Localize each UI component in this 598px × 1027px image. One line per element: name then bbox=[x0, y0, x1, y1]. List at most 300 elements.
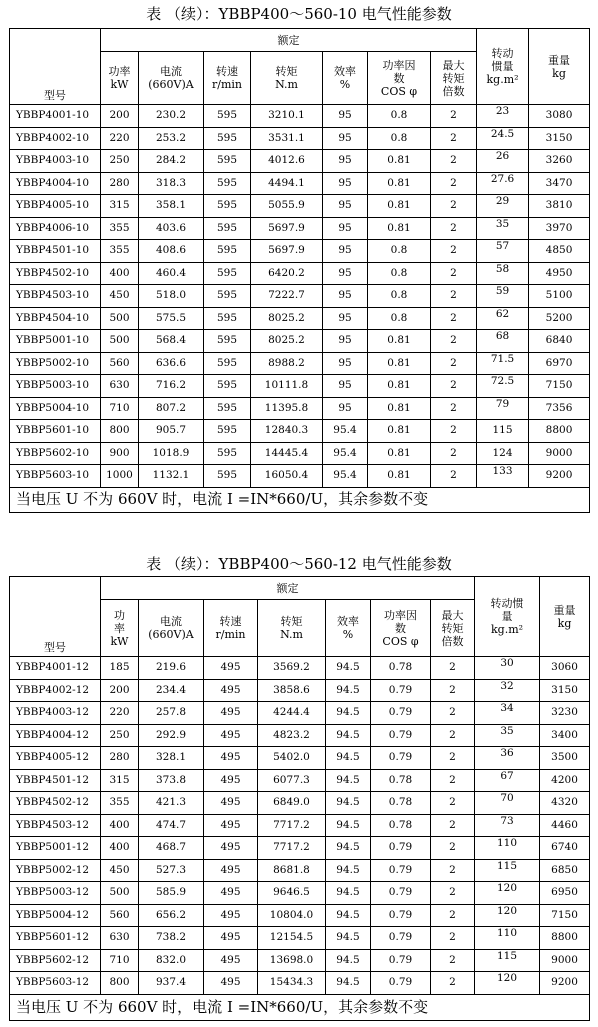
power-cell: 250 bbox=[101, 724, 139, 747]
power-factor-cell: 0.81 bbox=[368, 397, 431, 420]
max-torque-cell: 2 bbox=[431, 882, 475, 905]
efficiency-cell: 95 bbox=[323, 150, 368, 173]
torque-cell: 7717.2 bbox=[258, 837, 326, 860]
efficiency-cell: 94.5 bbox=[326, 882, 371, 905]
header-weight-text: 重量 kg bbox=[548, 53, 571, 80]
power-cell: 800 bbox=[101, 420, 139, 443]
max-torque-cell: 2 bbox=[431, 465, 477, 488]
current-cell: 373.8 bbox=[139, 769, 204, 792]
speed-cell: 595 bbox=[204, 127, 251, 150]
power-cell: 630 bbox=[101, 375, 139, 398]
weight-cell: 6970 bbox=[529, 352, 590, 375]
power-factor-cell: 0.8 bbox=[368, 262, 431, 285]
current-cell: 568.4 bbox=[139, 330, 204, 353]
inertia-cell bbox=[477, 240, 529, 263]
header-torque-text: 转矩 N.m bbox=[280, 615, 303, 641]
model-cell: YBBP4502-12 bbox=[10, 792, 101, 815]
inertia-cell bbox=[475, 724, 540, 747]
weight-cell: 6950 bbox=[540, 882, 590, 905]
weight-cell: 3150 bbox=[529, 127, 590, 150]
weight-cell: 6850 bbox=[540, 859, 590, 882]
weight-cell: 4200 bbox=[540, 769, 590, 792]
table-row bbox=[10, 882, 590, 905]
power-factor-cell: 0.8 bbox=[368, 127, 431, 150]
header-rated-group: 额定 bbox=[101, 29, 477, 52]
speed-cell: 595 bbox=[204, 105, 251, 128]
model-cell: YBBP4503-12 bbox=[10, 814, 101, 837]
weight-cell: 3970 bbox=[529, 217, 590, 240]
torque-cell: 12154.5 bbox=[258, 927, 326, 950]
efficiency-cell: 95.4 bbox=[323, 420, 368, 443]
speed-cell: 495 bbox=[204, 859, 258, 882]
efficiency-cell: 94.5 bbox=[326, 837, 371, 860]
power-factor-cell: 0.78 bbox=[371, 657, 431, 680]
current-cell: 230.2 bbox=[139, 105, 204, 128]
efficiency-cell: 95.4 bbox=[323, 465, 368, 488]
inertia-cell: 124 bbox=[477, 442, 529, 465]
current-cell: 575.5 bbox=[139, 307, 204, 330]
weight-cell: 8800 bbox=[540, 927, 590, 950]
weight-cell: 5200 bbox=[529, 307, 590, 330]
model-cell: YBBP4501-10 bbox=[10, 240, 101, 263]
weight-cell: 3810 bbox=[529, 195, 590, 218]
inertia-cell bbox=[475, 927, 540, 950]
efficiency-cell: 94.5 bbox=[326, 769, 371, 792]
table-row bbox=[10, 150, 590, 173]
model-cell: YBBP5003-12 bbox=[10, 882, 101, 905]
speed-cell: 595 bbox=[204, 465, 251, 488]
torque-cell: 3858.6 bbox=[258, 679, 326, 702]
table-row bbox=[10, 105, 590, 128]
torque-cell: 7717.2 bbox=[258, 814, 326, 837]
table-row bbox=[10, 972, 590, 995]
max-torque-cell: 2 bbox=[431, 442, 477, 465]
efficiency-cell: 95 bbox=[323, 172, 368, 195]
torque-cell: 8025.2 bbox=[251, 330, 323, 353]
max-torque-cell: 2 bbox=[431, 105, 477, 128]
header-max-torque-text: 最大 转矩 倍数 bbox=[441, 608, 464, 648]
model-cell: YBBP4003-12 bbox=[10, 702, 101, 725]
speed-cell: 595 bbox=[204, 397, 251, 420]
table-1-title: 表 （续）：YBBP400～560-10 电气性能参数 bbox=[146, 5, 452, 23]
efficiency-cell: 94.5 bbox=[326, 904, 371, 927]
current-cell: 636.6 bbox=[139, 352, 204, 375]
max-torque-cell: 2 bbox=[431, 927, 475, 950]
speed-cell: 595 bbox=[204, 375, 251, 398]
max-torque-cell: 2 bbox=[431, 814, 475, 837]
current-cell: 527.3 bbox=[139, 859, 204, 882]
max-torque-cell: 2 bbox=[431, 307, 477, 330]
header-weight-text: 重量 kg bbox=[553, 603, 576, 630]
table-row bbox=[10, 217, 590, 240]
efficiency-cell: 94.5 bbox=[326, 949, 371, 972]
speed-cell: 495 bbox=[204, 769, 258, 792]
torque-cell: 6077.3 bbox=[258, 769, 326, 792]
model-cell: YBBP5001-12 bbox=[10, 837, 101, 860]
speed-cell: 495 bbox=[204, 814, 258, 837]
header-power bbox=[101, 52, 139, 105]
power-factor-cell: 0.79 bbox=[371, 972, 431, 995]
power-cell: 500 bbox=[101, 307, 139, 330]
inertia-value: 67 bbox=[500, 769, 514, 782]
inertia-value: 59 bbox=[495, 285, 510, 298]
inertia-cell bbox=[477, 285, 529, 308]
inertia-cell bbox=[475, 769, 540, 792]
speed-cell: 595 bbox=[204, 217, 251, 240]
inertia-cell bbox=[477, 397, 529, 420]
speed-cell: 495 bbox=[204, 882, 258, 905]
power-factor-cell: 0.8 bbox=[368, 105, 431, 128]
power-factor-cell: 0.81 bbox=[368, 172, 431, 195]
inertia-cell bbox=[477, 195, 529, 218]
torque-cell: 6849.0 bbox=[258, 792, 326, 815]
max-torque-cell: 2 bbox=[431, 702, 475, 725]
efficiency-cell: 94.5 bbox=[326, 702, 371, 725]
model-cell: YBBP5002-12 bbox=[10, 859, 101, 882]
model-cell: YBBP5002-10 bbox=[10, 352, 101, 375]
speed-cell: 595 bbox=[204, 442, 251, 465]
inertia-value: 57 bbox=[495, 240, 510, 253]
efficiency-cell: 95 bbox=[323, 352, 368, 375]
efficiency-cell: 94.5 bbox=[326, 679, 371, 702]
inertia-cell bbox=[475, 792, 540, 815]
power-cell: 560 bbox=[101, 904, 139, 927]
current-cell: 832.0 bbox=[139, 949, 204, 972]
header-power-text: 功率 kW bbox=[108, 65, 131, 91]
max-torque-cell: 2 bbox=[431, 352, 477, 375]
table-row bbox=[10, 657, 590, 680]
inertia-cell bbox=[475, 859, 540, 882]
max-torque-cell: 2 bbox=[431, 747, 475, 770]
power-cell: 280 bbox=[101, 172, 139, 195]
speed-cell: 495 bbox=[204, 657, 258, 680]
model-cell: YBBP4501-12 bbox=[10, 769, 101, 792]
table-row bbox=[10, 375, 590, 398]
efficiency-cell: 95 bbox=[323, 285, 368, 308]
inertia-value: 115 bbox=[497, 949, 518, 962]
efficiency-cell: 95 bbox=[323, 307, 368, 330]
torque-cell: 10111.8 bbox=[251, 375, 323, 398]
weight-cell: 4850 bbox=[529, 240, 590, 263]
max-torque-cell: 2 bbox=[431, 657, 475, 680]
torque-cell: 4494.1 bbox=[251, 172, 323, 195]
power-factor-cell: 0.81 bbox=[368, 465, 431, 488]
speed-cell: 495 bbox=[204, 927, 258, 950]
power-factor-cell: 0.78 bbox=[371, 769, 431, 792]
power-cell: 400 bbox=[101, 262, 139, 285]
table-row bbox=[10, 195, 590, 218]
max-torque-cell: 2 bbox=[431, 195, 477, 218]
efficiency-cell: 94.5 bbox=[326, 859, 371, 882]
inertia-value: 70 bbox=[500, 792, 514, 805]
torque-cell: 7222.7 bbox=[251, 285, 323, 308]
current-cell: 474.7 bbox=[139, 814, 204, 837]
weight-cell: 6740 bbox=[540, 837, 590, 860]
max-torque-cell: 2 bbox=[431, 127, 477, 150]
inertia-value: 36 bbox=[500, 747, 514, 760]
table-row bbox=[10, 127, 590, 150]
speed-cell: 495 bbox=[204, 702, 258, 725]
weight-cell: 9000 bbox=[529, 442, 590, 465]
current-cell: 328.1 bbox=[139, 747, 204, 770]
efficiency-cell: 95 bbox=[323, 217, 368, 240]
model-cell: YBBP4001-12 bbox=[10, 657, 101, 680]
power-factor-cell: 0.79 bbox=[371, 702, 431, 725]
speed-cell: 595 bbox=[204, 352, 251, 375]
inertia-cell bbox=[475, 702, 540, 725]
table-row bbox=[10, 904, 590, 927]
model-cell: YBBP4503-10 bbox=[10, 285, 101, 308]
inertia-value: 68 bbox=[495, 330, 510, 343]
current-cell: 1018.9 bbox=[139, 442, 204, 465]
current-cell: 284.2 bbox=[139, 150, 204, 173]
header-efficiency-text: 效率 % bbox=[334, 65, 356, 91]
model-cell: YBBP5602-12 bbox=[10, 949, 101, 972]
inertia-value: 120 bbox=[497, 882, 518, 895]
current-cell: 738.2 bbox=[139, 927, 204, 950]
power-cell: 220 bbox=[101, 127, 139, 150]
header-current bbox=[139, 52, 204, 105]
inertia-value: 110 bbox=[497, 837, 518, 850]
model-cell: YBBP4005-10 bbox=[10, 195, 101, 218]
weight-cell: 4320 bbox=[540, 792, 590, 815]
power-cell: 400 bbox=[101, 814, 139, 837]
inertia-cell bbox=[477, 262, 529, 285]
max-torque-cell: 2 bbox=[431, 949, 475, 972]
weight-cell: 3260 bbox=[529, 150, 590, 173]
power-cell: 185 bbox=[101, 657, 139, 680]
max-torque-cell: 2 bbox=[431, 724, 475, 747]
power-factor-cell: 0.81 bbox=[368, 352, 431, 375]
current-cell: 403.6 bbox=[139, 217, 204, 240]
max-torque-cell: 2 bbox=[431, 420, 477, 443]
speed-cell: 495 bbox=[204, 792, 258, 815]
header-efficiency bbox=[326, 600, 371, 657]
inertia-value: 133 bbox=[492, 465, 513, 478]
weight-cell: 6840 bbox=[529, 330, 590, 353]
efficiency-cell: 95 bbox=[323, 262, 368, 285]
power-factor-cell: 0.79 bbox=[371, 882, 431, 905]
power-cell: 710 bbox=[101, 949, 139, 972]
power-cell: 710 bbox=[101, 397, 139, 420]
torque-cell: 3210.1 bbox=[251, 105, 323, 128]
table-row bbox=[10, 442, 590, 465]
header-inertia bbox=[477, 29, 529, 105]
power-factor-cell: 0.79 bbox=[371, 679, 431, 702]
efficiency-cell: 95.4 bbox=[323, 442, 368, 465]
weight-cell: 8800 bbox=[529, 420, 590, 443]
performance-table-12-pole bbox=[9, 576, 590, 1021]
speed-cell: 595 bbox=[204, 195, 251, 218]
weight-cell: 3060 bbox=[540, 657, 590, 680]
efficiency-cell: 94.5 bbox=[326, 747, 371, 770]
table-row bbox=[10, 172, 590, 195]
inertia-cell bbox=[475, 657, 540, 680]
efficiency-cell: 95 bbox=[323, 195, 368, 218]
torque-cell: 10804.0 bbox=[258, 904, 326, 927]
inertia-value: 72.5 bbox=[490, 375, 515, 388]
current-cell: 807.2 bbox=[139, 397, 204, 420]
table-row bbox=[10, 927, 590, 950]
inertia-cell bbox=[477, 105, 529, 128]
torque-cell: 5055.9 bbox=[251, 195, 323, 218]
current-cell: 358.1 bbox=[139, 195, 204, 218]
torque-cell: 9646.5 bbox=[258, 882, 326, 905]
power-factor-cell: 0.78 bbox=[371, 792, 431, 815]
inertia-cell bbox=[477, 150, 529, 173]
inertia-cell bbox=[475, 814, 540, 837]
table-row bbox=[10, 769, 590, 792]
power-factor-cell: 0.81 bbox=[368, 330, 431, 353]
model-cell: YBBP4005-12 bbox=[10, 747, 101, 770]
inertia-cell bbox=[477, 465, 529, 488]
power-factor-cell: 0.81 bbox=[368, 217, 431, 240]
max-torque-cell: 2 bbox=[431, 972, 475, 995]
header-inertia-text: 转动 惯量 kg.m² bbox=[486, 47, 519, 86]
torque-cell: 3569.2 bbox=[258, 657, 326, 680]
max-torque-cell: 2 bbox=[431, 859, 475, 882]
header-power-factor bbox=[368, 52, 431, 105]
efficiency-cell: 94.5 bbox=[326, 657, 371, 680]
model-cell: YBBP5004-12 bbox=[10, 904, 101, 927]
inertia-value: 29 bbox=[495, 195, 510, 208]
inertia-value: 120 bbox=[497, 904, 518, 917]
power-factor-cell: 0.79 bbox=[371, 747, 431, 770]
header-power-factor-text: 功率因 数 COS φ bbox=[380, 58, 418, 98]
weight-cell: 4950 bbox=[529, 262, 590, 285]
speed-cell: 595 bbox=[204, 240, 251, 263]
model-cell: YBBP4006-10 bbox=[10, 217, 101, 240]
torque-cell: 4823.2 bbox=[258, 724, 326, 747]
power-factor-cell: 0.81 bbox=[368, 420, 431, 443]
inertia-cell bbox=[477, 330, 529, 353]
table-row bbox=[10, 837, 590, 860]
model-cell: YBBP5601-12 bbox=[10, 927, 101, 950]
inertia-value: 23 bbox=[495, 105, 510, 118]
current-cell: 408.6 bbox=[139, 240, 204, 263]
inertia-value: 30 bbox=[500, 657, 514, 670]
speed-cell: 595 bbox=[204, 330, 251, 353]
max-torque-cell: 2 bbox=[431, 330, 477, 353]
table-row bbox=[10, 465, 590, 488]
max-torque-cell: 2 bbox=[431, 262, 477, 285]
model-cell: YBBP5601-10 bbox=[10, 420, 101, 443]
power-cell: 400 bbox=[101, 837, 139, 860]
weight-cell: 3400 bbox=[540, 724, 590, 747]
power-cell: 800 bbox=[101, 972, 139, 995]
table-row bbox=[10, 330, 590, 353]
header-weight bbox=[529, 29, 590, 105]
performance-table-10-pole bbox=[9, 28, 590, 513]
speed-cell: 595 bbox=[204, 150, 251, 173]
speed-cell: 595 bbox=[204, 285, 251, 308]
speed-cell: 595 bbox=[204, 262, 251, 285]
header-speed-text: 转速 r/min bbox=[215, 615, 246, 641]
weight-cell: 3230 bbox=[540, 702, 590, 725]
torque-cell: 4244.4 bbox=[258, 702, 326, 725]
max-torque-cell: 2 bbox=[431, 397, 477, 420]
power-cell: 315 bbox=[101, 195, 139, 218]
power-cell: 450 bbox=[101, 859, 139, 882]
header-torque-text: 转矩 N.m bbox=[275, 65, 298, 91]
weight-cell: 9200 bbox=[529, 465, 590, 488]
model-cell: YBBP5003-10 bbox=[10, 375, 101, 398]
header-inertia bbox=[475, 577, 540, 657]
max-torque-cell: 2 bbox=[431, 172, 477, 195]
power-factor-cell: 0.78 bbox=[371, 814, 431, 837]
inertia-value: 27.6 bbox=[490, 172, 515, 185]
efficiency-cell: 95 bbox=[323, 375, 368, 398]
table-row bbox=[10, 679, 590, 702]
inertia-cell bbox=[475, 904, 540, 927]
current-cell: 937.4 bbox=[139, 972, 204, 995]
power-factor-cell: 0.8 bbox=[368, 240, 431, 263]
table-row bbox=[10, 240, 590, 263]
header-rated-group: 额定 bbox=[101, 577, 475, 600]
speed-cell: 495 bbox=[204, 904, 258, 927]
header-max-torque bbox=[431, 52, 477, 105]
torque-cell: 14445.4 bbox=[251, 442, 323, 465]
efficiency-cell: 95 bbox=[323, 127, 368, 150]
power-factor-cell: 0.81 bbox=[368, 375, 431, 398]
current-cell: 1132.1 bbox=[139, 465, 204, 488]
torque-cell: 3531.1 bbox=[251, 127, 323, 150]
power-cell: 280 bbox=[101, 747, 139, 770]
speed-cell: 495 bbox=[204, 972, 258, 995]
max-torque-cell: 2 bbox=[431, 679, 475, 702]
header-speed bbox=[204, 52, 251, 105]
torque-cell: 15434.3 bbox=[258, 972, 326, 995]
power-cell: 355 bbox=[101, 240, 139, 263]
efficiency-cell: 94.5 bbox=[326, 814, 371, 837]
inertia-value: 120 bbox=[497, 972, 518, 985]
table-row bbox=[10, 285, 590, 308]
speed-cell: 595 bbox=[204, 307, 251, 330]
power-cell: 500 bbox=[101, 330, 139, 353]
header-model: 型号 bbox=[10, 29, 101, 105]
inertia-value: 115 bbox=[497, 859, 518, 872]
header-model: 型号 bbox=[10, 577, 101, 657]
power-factor-cell: 0.79 bbox=[371, 724, 431, 747]
speed-cell: 495 bbox=[204, 949, 258, 972]
header-current-text: 电流 (660V)A bbox=[148, 65, 194, 91]
table-row bbox=[10, 792, 590, 815]
current-cell: 253.2 bbox=[139, 127, 204, 150]
max-torque-cell: 2 bbox=[431, 769, 475, 792]
current-cell: 318.3 bbox=[139, 172, 204, 195]
power-cell: 250 bbox=[101, 150, 139, 173]
torque-cell: 4012.6 bbox=[251, 150, 323, 173]
inertia-value: 32 bbox=[500, 679, 514, 692]
weight-cell: 7356 bbox=[529, 397, 590, 420]
table-2-note: 当电压 U 不为 660V 时，电流 I =IN*660/U，其余参数不变 bbox=[10, 994, 590, 1020]
max-torque-cell: 2 bbox=[431, 375, 477, 398]
inertia-value: 58 bbox=[495, 262, 510, 275]
power-factor-cell: 0.8 bbox=[368, 307, 431, 330]
torque-cell: 6420.2 bbox=[251, 262, 323, 285]
weight-cell: 7150 bbox=[529, 375, 590, 398]
header-max-torque bbox=[431, 600, 475, 657]
table-row bbox=[10, 702, 590, 725]
header-inertia-text: 转动惯 量 kg.m² bbox=[490, 597, 524, 636]
header-weight bbox=[540, 577, 590, 657]
header-power-factor-text: 功率因 数 COS φ bbox=[382, 608, 419, 648]
power-cell: 500 bbox=[101, 882, 139, 905]
efficiency-cell: 94.5 bbox=[326, 972, 371, 995]
max-torque-cell: 2 bbox=[431, 240, 477, 263]
power-cell: 1000 bbox=[101, 465, 139, 488]
table-row bbox=[10, 352, 590, 375]
